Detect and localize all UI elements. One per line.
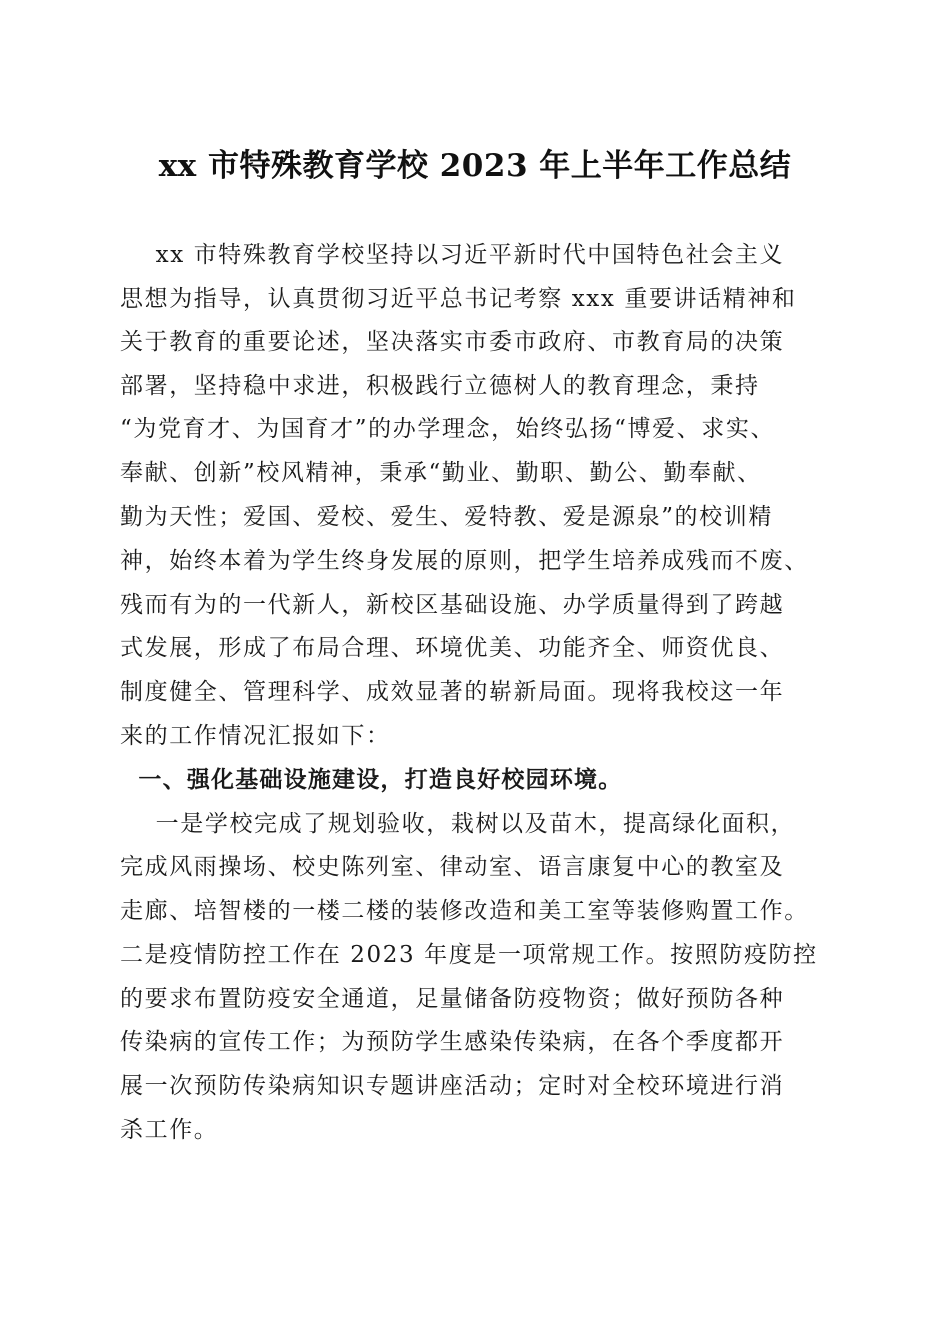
paragraph-line: 关于教育的重要论述，坚决落实市委市政府、市教育局的决策 — [120, 329, 785, 355]
paragraph-line: 一是学校完成了规划验收，栽树以及苗木，提高绿化面积， — [120, 811, 796, 837]
document-title: xx 市特殊教育学校 2023 年上半年工作总结 — [158, 148, 792, 184]
paragraph-line: 思想为指导，认真贯彻习近平总书记考察 xxx 重要讲话精神和 — [120, 286, 797, 312]
paragraph-line: 走廊、培智楼的一楼二楼的装修改造和美工室等装修购置工作。 — [120, 898, 809, 924]
paragraph-line: 来的工作情况汇报如下： — [120, 723, 391, 749]
paragraph-line: 式发展，形成了布局合理、环境优美、功能齐全、师资优良、 — [120, 635, 785, 661]
paragraph-line: 神，始终本着为学生终身发展的原则，把学生培养成残而不废、 — [120, 548, 809, 574]
paragraph-line: 二是疫情防控工作在 2023 年度是一项常规工作。按照防疫防控 — [120, 942, 818, 968]
paragraph-line: 制度健全、管理科学、成效显著的崭新局面。现将我校这一年 — [120, 679, 785, 705]
paragraph-line: 完成风雨操场、校史陈列室、律动室、语言康复中心的教室及 — [120, 854, 785, 880]
paragraph-line: 奉献、创新”校风精神，秉承“勤业、勤职、勤公、勤奉献、 — [120, 460, 762, 486]
paragraph-line: “为党育才、为国育才”的办学理念，始终弘扬“博爱、求实、 — [120, 416, 776, 442]
paragraph-line: xx 市特殊教育学校坚持以习近平新时代中国特色社会主义 — [120, 242, 785, 268]
paragraph-line: 部署，坚持稳中求进，积极践行立德树人的教育理念，秉持 — [120, 373, 760, 399]
paragraph-line: 杀工作。 — [120, 1117, 219, 1143]
paragraph-line: 传染病的宣传工作；为预防学生感染传染病，在各个季度都开 — [120, 1029, 785, 1055]
paragraph-line: 的要求布置防疫安全通道，足量储备防疫物资；做好预防各种 — [120, 986, 785, 1012]
paragraph-line: 残而有为的一代新人，新校区基础设施、办学质量得到了跨越 — [120, 592, 785, 618]
paragraph-line: 展一次预防传染病知识专题讲座活动；定时对全校环境进行消 — [120, 1073, 785, 1099]
paragraph-line: 勤为天性；爱国、爱校、爱生、爱特教、爱是源泉”的校训精 — [120, 504, 773, 530]
section-heading: 一、强化基础设施建设，打造良好校园环境。 — [120, 767, 623, 793]
